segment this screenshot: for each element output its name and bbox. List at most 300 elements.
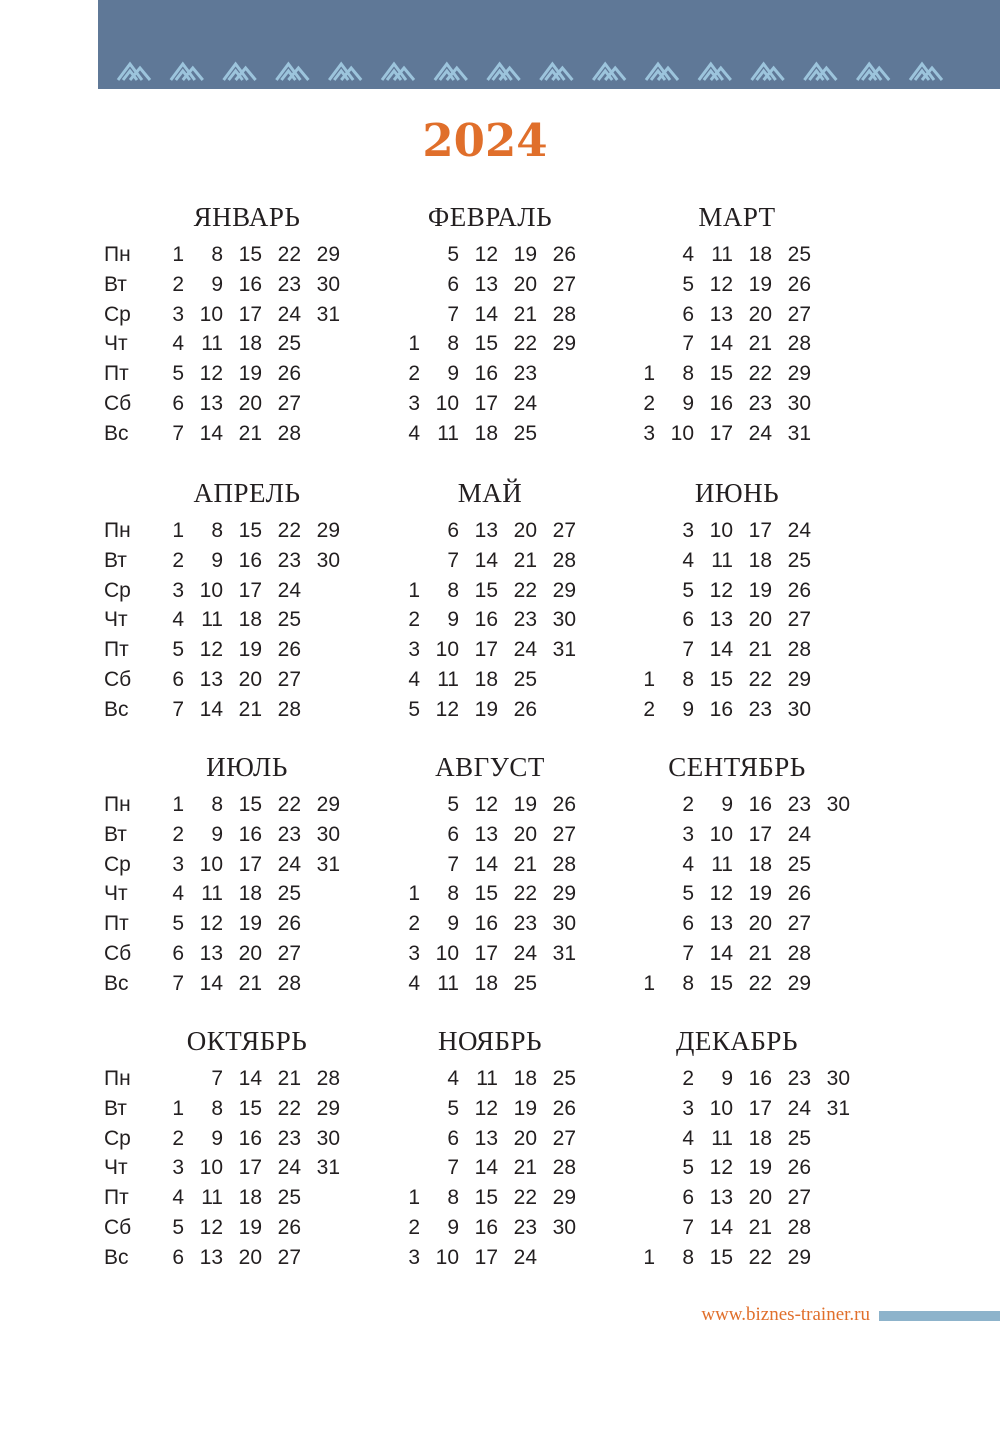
day-cell: 4 [682, 243, 694, 266]
day-cell: 12 [474, 243, 498, 266]
day-cell: 22 [513, 578, 537, 602]
day-cell: 1 [172, 243, 184, 266]
day-cell: 18 [238, 882, 262, 906]
day-cell: 12 [199, 362, 223, 386]
day-cell: 11 [201, 332, 223, 356]
weekday-label: Сб [104, 1216, 132, 1239]
day-cell: 3 [172, 578, 184, 602]
day-cell: 11 [476, 1067, 498, 1090]
day-cell: 10 [199, 852, 223, 876]
day-cell: 16 [238, 272, 262, 296]
day-cell: 20 [513, 272, 537, 296]
day-cell: 29 [787, 668, 811, 691]
month-title: НОЯБРЬ [437, 1026, 543, 1056]
day-cell: 14 [199, 421, 223, 445]
day-cell: 7 [447, 852, 459, 876]
day-cell: 13 [199, 1245, 223, 1269]
day-cell: 7 [447, 302, 459, 326]
day-cell: 25 [787, 852, 811, 876]
day-cell: 27 [787, 608, 811, 632]
day-cell: 30 [316, 822, 340, 846]
day-cell: 15 [474, 332, 498, 356]
day-cell: 31 [552, 638, 576, 662]
weekday-label: Пн [104, 519, 131, 542]
day-cell: 13 [474, 1126, 498, 1150]
day-cell: 5 [447, 243, 459, 266]
day-cell: 29 [787, 971, 811, 995]
day-cell: 30 [552, 1216, 576, 1239]
day-cell: 21 [238, 971, 262, 995]
day-cell: 1 [408, 882, 420, 906]
day-cell: 23 [787, 1067, 811, 1090]
day-cell: 27 [787, 1186, 811, 1210]
day-cell: 12 [474, 793, 498, 816]
day-cell: 20 [748, 608, 772, 632]
day-cell: 5 [682, 578, 694, 602]
day-cell: 15 [474, 1186, 498, 1210]
mountain-icon [435, 64, 467, 80]
mountain-icon [276, 64, 308, 80]
mountain-icon [488, 64, 520, 80]
day-cell: 7 [447, 1156, 459, 1180]
day-cell: 15 [238, 519, 262, 542]
weekday-label: Ср [104, 1126, 131, 1150]
day-cell: 5 [682, 1156, 694, 1180]
weekday-label: Вс [104, 1245, 129, 1269]
day-cell: 15 [238, 243, 262, 266]
mountain-icon [804, 64, 836, 80]
day-cell: 9 [447, 1216, 459, 1239]
weekday-label: Пн [104, 1067, 131, 1090]
month-title: ИЮНЬ [694, 478, 780, 508]
day-cell: 27 [277, 942, 301, 965]
day-cell: 5 [447, 1096, 459, 1120]
day-cell: 30 [316, 272, 340, 296]
day-cell: 14 [238, 1067, 262, 1090]
day-cell: 20 [513, 822, 537, 846]
day-cell: 13 [709, 1186, 733, 1210]
day-cell: 14 [709, 1216, 733, 1239]
weekday-label: Вс [104, 421, 129, 445]
day-cell: 7 [682, 332, 694, 356]
day-cell: 25 [787, 548, 811, 572]
mountain-icon [382, 64, 414, 80]
day-cell: 10 [709, 822, 733, 846]
day-cell: 9 [447, 608, 459, 632]
day-cell: 2 [682, 793, 694, 816]
day-cell: 19 [513, 1096, 537, 1120]
day-cell: 31 [552, 942, 576, 965]
day-cell: 14 [709, 332, 733, 356]
footer-website-link[interactable]: www.biznes-trainer.ru [701, 1304, 870, 1325]
day-cell: 27 [277, 1245, 301, 1269]
day-cell: 7 [447, 548, 459, 572]
day-cell: 24 [787, 822, 811, 846]
day-cell: 6 [172, 942, 184, 965]
day-cell: 26 [787, 578, 811, 602]
month-title: ФЕВРАЛЬ [427, 202, 553, 232]
day-cell: 8 [682, 668, 694, 691]
day-cell: 10 [670, 421, 694, 445]
day-cell: 19 [513, 243, 537, 266]
day-cell: 9 [682, 392, 694, 415]
day-cell: 20 [238, 668, 262, 691]
day-cell: 23 [748, 697, 772, 721]
weekday-label: Сб [104, 942, 132, 965]
day-cell: 30 [826, 1067, 850, 1090]
day-cell: 19 [238, 1216, 262, 1239]
day-cell: 6 [172, 668, 184, 691]
day-cell: 24 [513, 1245, 537, 1269]
calendar-year: 2024 [422, 114, 548, 167]
day-cell: 6 [447, 272, 459, 296]
day-cell: 8 [211, 519, 223, 542]
day-cell: 1 [172, 519, 184, 542]
day-cell: 18 [474, 971, 498, 995]
day-cell: 20 [513, 1126, 537, 1150]
day-cell: 28 [787, 1216, 811, 1239]
day-cell: 4 [408, 421, 420, 445]
day-cell: 25 [513, 421, 537, 445]
day-cell: 15 [709, 971, 733, 995]
day-cell: 15 [709, 1245, 733, 1269]
day-cell: 30 [316, 548, 340, 572]
weekday-label: Вс [104, 697, 129, 721]
day-cell: 27 [552, 822, 576, 846]
day-cell: 7 [682, 638, 694, 662]
weekday-label: Пт [104, 638, 129, 662]
day-cell: 12 [474, 1096, 498, 1120]
day-cell: 26 [513, 697, 537, 721]
day-cell: 8 [447, 882, 459, 906]
day-cell: 29 [316, 793, 340, 816]
day-cell: 12 [709, 882, 733, 906]
day-cell: 21 [277, 1067, 301, 1090]
mountain-icon [593, 64, 625, 80]
day-cell: 5 [682, 272, 694, 296]
day-cell: 4 [172, 332, 184, 356]
day-cell: 8 [682, 971, 694, 995]
day-cell: 23 [513, 608, 537, 632]
day-cell: 14 [474, 852, 498, 876]
day-cell: 21 [513, 548, 537, 572]
day-cell: 4 [172, 1186, 184, 1210]
day-cell: 26 [552, 1096, 576, 1120]
weekday-label: Вт [104, 272, 127, 296]
day-cell: 26 [277, 638, 301, 662]
day-cell: 30 [552, 912, 576, 936]
day-cell: 4 [682, 1126, 694, 1150]
month-title: ЯНВАРЬ [193, 202, 301, 232]
day-cell: 16 [238, 822, 262, 846]
day-cell: 1 [408, 578, 420, 602]
day-cell: 14 [709, 942, 733, 965]
day-cell: 3 [408, 942, 420, 965]
mountain-icon [752, 64, 784, 80]
day-cell: 13 [199, 942, 223, 965]
day-cell: 16 [709, 392, 733, 415]
day-cell: 7 [682, 1216, 694, 1239]
month-title: СЕНТЯБРЬ [668, 752, 806, 782]
day-cell: 27 [552, 1126, 576, 1150]
day-cell: 16 [238, 1126, 262, 1150]
day-cell: 16 [474, 362, 498, 386]
day-cell: 8 [211, 243, 223, 266]
day-cell: 5 [172, 1216, 184, 1239]
day-cell: 10 [435, 1245, 459, 1269]
day-cell: 7 [172, 971, 184, 995]
day-cell: 22 [277, 793, 301, 816]
day-cell: 11 [437, 421, 459, 445]
day-cell: 24 [277, 852, 301, 876]
day-cell: 16 [474, 608, 498, 632]
day-cell: 17 [238, 302, 262, 326]
mountain-icon [910, 64, 942, 80]
day-cell: 8 [682, 362, 694, 386]
day-cell: 15 [238, 793, 262, 816]
day-cell: 1 [643, 668, 655, 691]
day-cell: 31 [316, 852, 340, 876]
day-cell: 28 [787, 942, 811, 965]
day-cell: 18 [513, 1067, 537, 1090]
day-cell: 25 [277, 882, 301, 906]
day-cell: 28 [277, 697, 301, 721]
day-cell: 2 [408, 362, 420, 386]
day-cell: 4 [682, 548, 694, 572]
day-cell: 21 [513, 302, 537, 326]
day-cell: 16 [474, 1216, 498, 1239]
day-cell: 28 [787, 638, 811, 662]
day-cell: 22 [277, 1096, 301, 1120]
day-cell: 19 [238, 912, 262, 936]
weekday-label: Чт [104, 882, 128, 906]
day-cell: 14 [474, 302, 498, 326]
day-cell: 28 [552, 852, 576, 876]
day-cell: 10 [199, 302, 223, 326]
day-cell: 20 [513, 519, 537, 542]
day-cell: 30 [316, 1126, 340, 1150]
day-cell: 25 [787, 243, 811, 266]
day-cell: 12 [709, 578, 733, 602]
day-cell: 21 [748, 942, 772, 965]
day-cell: 1 [408, 332, 420, 356]
day-cell: 12 [709, 272, 733, 296]
mountain-icon [329, 64, 361, 80]
day-cell: 15 [709, 668, 733, 691]
day-cell: 3 [408, 1245, 420, 1269]
day-cell: 4 [408, 668, 420, 691]
day-cell: 31 [316, 302, 340, 326]
day-cell: 10 [709, 1096, 733, 1120]
day-cell: 29 [552, 1186, 576, 1210]
weekday-label: Пт [104, 912, 129, 936]
day-cell: 19 [238, 362, 262, 386]
day-cell: 3 [172, 1156, 184, 1180]
day-cell: 13 [709, 912, 733, 936]
day-cell: 25 [513, 971, 537, 995]
day-cell: 11 [711, 852, 733, 876]
day-cell: 22 [513, 332, 537, 356]
day-cell: 21 [513, 1156, 537, 1180]
day-cell: 7 [172, 697, 184, 721]
day-cell: 24 [513, 638, 537, 662]
day-cell: 28 [277, 421, 301, 445]
day-cell: 9 [447, 912, 459, 936]
day-cell: 12 [709, 1156, 733, 1180]
day-cell: 22 [748, 362, 772, 386]
day-cell: 10 [435, 392, 459, 415]
day-cell: 13 [474, 519, 498, 542]
day-cell: 26 [787, 1156, 811, 1180]
day-cell: 24 [277, 1156, 301, 1180]
day-cell: 17 [238, 852, 262, 876]
day-cell: 3 [682, 519, 694, 542]
day-cell: 29 [316, 1096, 340, 1120]
day-cell: 19 [748, 578, 772, 602]
day-cell: 10 [199, 1156, 223, 1180]
weekday-label: Сб [104, 392, 132, 415]
day-cell: 30 [826, 793, 850, 816]
day-cell: 30 [787, 697, 811, 721]
header-banner [98, 0, 1000, 89]
weekday-label: Пт [104, 362, 129, 386]
weekday-label: Ср [104, 302, 131, 326]
day-cell: 28 [316, 1067, 340, 1090]
day-cell: 13 [709, 302, 733, 326]
day-cell: 26 [277, 362, 301, 386]
day-cell: 23 [748, 392, 772, 415]
day-cell: 11 [437, 971, 459, 995]
day-cell: 26 [277, 912, 301, 936]
day-cell: 31 [316, 1156, 340, 1180]
day-cell: 20 [238, 942, 262, 965]
day-cell: 12 [199, 638, 223, 662]
day-cell: 22 [748, 1245, 772, 1269]
day-cell: 25 [513, 668, 537, 691]
day-cell: 22 [748, 971, 772, 995]
day-cell: 13 [709, 608, 733, 632]
day-cell: 2 [643, 697, 655, 721]
day-cell: 2 [408, 1216, 420, 1239]
day-cell: 20 [238, 1245, 262, 1269]
day-cell: 21 [748, 638, 772, 662]
day-cell: 17 [474, 1245, 498, 1269]
day-cell: 26 [277, 1216, 301, 1239]
day-cell: 27 [277, 668, 301, 691]
day-cell: 17 [748, 1096, 772, 1120]
day-cell: 21 [238, 421, 262, 445]
day-cell: 30 [787, 392, 811, 415]
day-cell: 22 [513, 882, 537, 906]
day-cell: 18 [238, 1186, 262, 1210]
day-cell: 6 [172, 1245, 184, 1269]
weekday-label: Чт [104, 608, 128, 632]
month-title: МАРТ [698, 202, 776, 232]
day-cell: 12 [199, 1216, 223, 1239]
day-cell: 23 [513, 912, 537, 936]
weekday-label: Пт [104, 1186, 129, 1210]
day-cell: 17 [709, 421, 733, 445]
day-cell: 29 [552, 882, 576, 906]
month-title: АВГУСТ [435, 752, 545, 782]
day-cell: 1 [172, 1096, 184, 1120]
day-cell: 4 [408, 971, 420, 995]
day-cell: 11 [711, 1126, 733, 1150]
day-cell: 27 [552, 519, 576, 542]
day-cell: 20 [238, 392, 262, 415]
day-cell: 28 [552, 548, 576, 572]
day-cell: 2 [408, 608, 420, 632]
day-cell: 4 [172, 608, 184, 632]
mountain-pattern-icon [98, 60, 1000, 84]
day-cell: 31 [826, 1096, 850, 1120]
day-cell: 26 [552, 793, 576, 816]
day-cell: 18 [474, 421, 498, 445]
day-cell: 21 [748, 332, 772, 356]
day-cell: 3 [682, 1096, 694, 1120]
day-cell: 27 [277, 392, 301, 415]
day-cell: 29 [552, 578, 576, 602]
weekday-label: Пн [104, 793, 131, 816]
day-cell: 19 [238, 638, 262, 662]
day-cell: 19 [748, 882, 772, 906]
day-cell: 21 [748, 1216, 772, 1239]
footer-accent-bar [879, 1311, 1000, 1321]
day-cell: 7 [682, 942, 694, 965]
mountain-icon [171, 64, 203, 80]
day-cell: 22 [277, 243, 301, 266]
day-cell: 28 [787, 332, 811, 356]
day-cell: 25 [277, 332, 301, 356]
day-cell: 13 [199, 668, 223, 691]
day-cell: 28 [552, 302, 576, 326]
day-cell: 19 [748, 1156, 772, 1180]
day-cell: 4 [172, 882, 184, 906]
day-cell: 2 [682, 1067, 694, 1090]
day-cell: 12 [435, 697, 459, 721]
day-cell: 23 [277, 1126, 301, 1150]
day-cell: 9 [682, 697, 694, 721]
day-cell: 5 [172, 638, 184, 662]
weekday-label: Ср [104, 852, 131, 876]
month-title: МАЙ [457, 478, 523, 508]
day-cell: 28 [552, 1156, 576, 1180]
day-cell: 25 [552, 1067, 576, 1090]
day-cell: 17 [474, 638, 498, 662]
day-cell: 22 [513, 1186, 537, 1210]
day-cell: 17 [748, 519, 772, 542]
day-cell: 13 [199, 392, 223, 415]
day-cell: 16 [748, 793, 772, 816]
mountain-icon [540, 64, 572, 80]
day-cell: 24 [513, 392, 537, 415]
day-cell: 3 [643, 421, 655, 445]
day-cell: 27 [787, 302, 811, 326]
day-cell: 16 [238, 548, 262, 572]
mountain-icon [699, 64, 731, 80]
day-cell: 11 [711, 243, 733, 266]
day-cell: 1 [408, 1186, 420, 1210]
day-cell: 11 [201, 1186, 223, 1210]
day-cell: 29 [787, 1245, 811, 1269]
day-cell: 10 [199, 578, 223, 602]
day-cell: 20 [748, 912, 772, 936]
day-cell: 5 [172, 362, 184, 386]
day-cell: 6 [682, 1186, 694, 1210]
day-cell: 24 [787, 519, 811, 542]
day-cell: 3 [408, 392, 420, 415]
day-cell: 16 [709, 697, 733, 721]
